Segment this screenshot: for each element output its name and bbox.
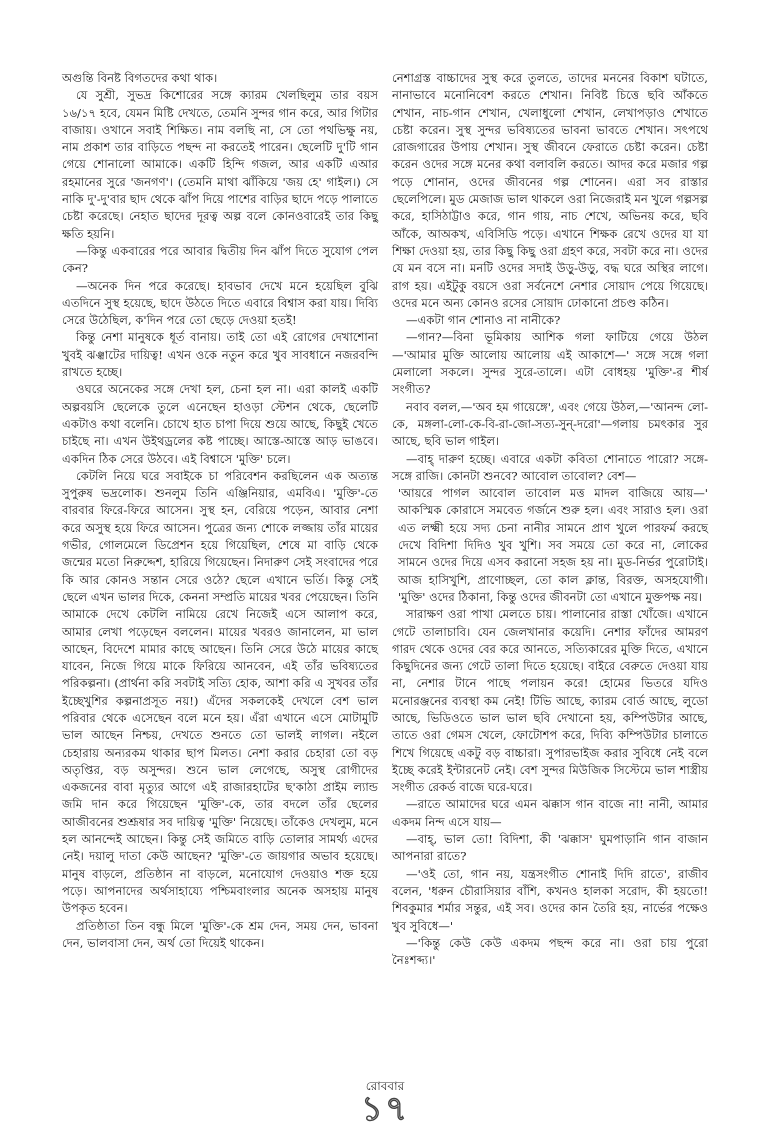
paragraph: —'কিন্তু কেউ কেউ একদম পছন্দ করে না। ওরা চায় পুরো নৈঃশব্দ্য।' xyxy=(392,935,708,968)
paragraph: প্রতিষ্ঠাতা তিন বন্ধু মিলে 'মুক্তি'-কে শ্রম দেন, সময় দেন, ভাবনা দেন, ভালবাসা দেন, অর্থ তো দিয়েই থাকেন। xyxy=(62,918,378,950)
paragraph: —অনেক দিন পরে করেছে। হাবভাব দেখে মনে হয়েছিল বুঝি এতদিনে সুস্থ হয়েছে, ছাদে উঠতে দিতে এবারে বিশ্বাস করা যায়। দিব্যি সেরে উঠেছিল, ক'দিন পরে তো ছেড়ে দেওয়া হতই! xyxy=(62,278,378,328)
paragraph: ওঘরে অনেকের সঙ্গে দেখা হল, চেনা হল না। এরা কালই একটি অল্পবয়সি ছেলেকে তুলে এনেছেন হাওড়া স্টেশন থেকে, ছেলেটি একটাও কথা বলেনি। চোখে হাত চাপা দিয়ে শুয়ে আছে, কিছুই খেতে চাইছে না। এখন উইথড্রলের কষ্ট পাচ্ছে। আস্তে-আস্তে আড় ভাঙবে। একদিন ঠিক সেরে উঠবে। এই বিশ্বাসে 'মুক্তি' চলে। xyxy=(62,382,378,466)
magazine-name: রোববার xyxy=(365,1079,405,1093)
paragraph: —গান?—বিনা ভূমিকায় আশিক গলা ফাটিয়ে গেয়ে উঠল—'আমার মুক্তি আলোয় আলোয় এই আকাশে—' সঙ্গে সঙ্গে গলা মেলালো সকলে। সুন্দর সুরে-তালে। এটা বোধহয় 'মুক্তি'-র শীর্ষ সংগীত? xyxy=(392,330,708,397)
paragraph: যে সুশ্রী, সুভদ্র কিশোরের সঙ্গে ক্যারম খেলছিলুম তার বয়স ১৬/১৭ হবে, যেমন মিষ্টি দেখতে, তেমনি সুন্দর গান করে, আর গিটার বাজায়। ওখানে সবাই শিক্ষিত। নাম বলছি না, সে তো পথভিক্ষু নয়, নাম প্রকাশ তার বাড়িতে পছন্দ না করতেই পারেন। ছেলেটি দু'টি গান গেয়ে শোনালো আমাকে। একটি হিন্দি গজল, আর একটি এআর রহমানের সুরে 'জনগণ'। (তেমনি মাথা ঝাঁকিয়ে 'জয় হে' গাইল।) সে নাকি দু'-দু'বার ছাদ থেকে ঝাঁপ দিয়ে পাশের বাড়ির ছাদে পড়ে পালাতে চেষ্টা করেছে। নেহাত ছাদের দূরত্ব অল্প বলে কোনওবারেই তার কিছু ক্ষতি হয়নি। xyxy=(62,88,378,241)
page-number: ১৭ xyxy=(360,1089,410,1129)
paragraph: কেটলি নিয়ে ঘরে সবাইকে চা পরিবেশন করছিলেন এক অত্যন্ত সুপুরুষ ভদ্রলোক। শুনলুম তিনি এঞ্জিনিয়ার, এমবিএ। 'মুক্তি'-তে বারবার ফিরে-ফিরে আসেন। সুস্থ হন, বেরিয়ে পড়েন, আবার নেশা করে অসুস্থ হয়ে ফিরে আসেন। পুত্রের জন্য শোকে লজ্জায় তাঁর মায়ের গভীর, গোলমেলে ডিপ্রেশন হয়ে গিয়েছিল, শেষে মা বাড়ি থেকে জন্মের মতো নিরুদ্দেশ, হারিয়ে গিয়েছেন। নিদারুণ সেই সংবাদের পরে কি আর কোনও সন্তান সেরে ওঠে? ছেলে এখানে ভর্তি। কিন্তু সেই ছেলে এখন ভালর দিকে, কেননা সম্প্রতি মায়ের খবর পেয়েছেন। তিনি আমাকে দেখে কেটলি নামিয়ে রেখে নিজেই এসে আলাপ করে, আমার লেখা পড়েছেন বললেন। মায়ের খবরও জানালেন, মা ভাল আছেন, বিদেশে মামার কাছে আছেন। তিনি সেরে উঠে মায়ের কাছে যাবেন, নিজে গিয়ে মাকে ফিরিয়ে আনবেন, এই তাঁর ভবিষ্যতের পরিকল্পনা। (প্রার্থনা করি সবটাই সত্যি হোক, আশা করি এ সুখবর তাঁর ইচ্ছেখুশির কল্পনাপ্রসূত নয়!) এঁদের সকলকেই দেখলে বেশ ভাল পরিবার থেকে এসেছেন বলে মনে হয়। এঁরা এখানে এসে মোটামুটি ভাল আছেন নিশ্চয়, দেখতে শুনতে তো ভালই লাগল। নইলে চেহারায় অন্যরকম থাকার ছাপ মিলত। নেশা করার চেহারা তো বড় অতৃপ্তির, বড় অসুন্দর। শুনে ভাল লেগেছে, অসুস্থ রোগীদের একজনের বাবা মৃত্যুর আগে এই রাজারহাটের ছ'কাঠা প্রাইম ল্যান্ড জমি দান করে গিয়েছেন 'মুক্তি'-কে, তার বদলে তাঁর ছেলের আজীবনের শুশ্রূষার সব দায়িত্ব 'মুক্তি' নিয়েছে। তাঁকেও দেখলুম, মনে হল আনন্দেই আছেন। কিন্তু সেই জমিতে বাড়ি তোলার সামর্থ্য এদের নেই। দয়ালু দাতা কেউ আছেন? 'মুক্তি'-তে জায়গার অভাব হয়েছে। মানুষ বাড়লে, প্রতিষ্ঠান না বাড়লে, মনোযোগ দেওয়াও শক্ত হয়ে পড়ে। আপনাদের অর্থসাহায্যে পশ্চিমবাংলার অনেক অসহায় মানুষ উপকৃত হবেন। xyxy=(62,468,378,916)
paragraph: —একটা গান শোনাও না নানীকে? xyxy=(406,313,561,328)
paragraph: নবাব বলল,—'অব হম গায়েঙ্গে', এবং গেয়ে উঠল,—'আনন্দ লো-কে, মঙ্গলা-লো-কে-বি-রা-জো-সত্য-সুন্-দরো'—গলায় চমৎকার সুর আছে, ছবি ভাল গাইল। xyxy=(392,399,708,449)
paragraph: —বাহ্, ভাল তো! বিদিশা, কী 'ঝক্কাস' ঘুমপাড়ানি গান বাজান আপনারা রাতে? xyxy=(392,832,708,864)
paragraph: নেশাগ্রস্ত বাচ্চাদের সুস্থ করে তুলতে, তাদের মননের বিকাশ ঘটাতে, নানাভাবে মনোনিবেশ করতে শেখান। নিবিষ্ট চিত্তে ছবি আঁকতে শেখান, নাচ-গান শেখান, খেলাধুলো শেখান, লেখাপড়াও শেখাতে চেষ্টা করেন। সুস্থ সুন্দর ভবিষ্যতের ভাবনা ভাবতে শেখান। সৎপথে রোজগারের উপায় শেখান। সুস্থ জীবনে ফেরাতে চেষ্টা করেন। চেষ্টা করেন ওদের সঙ্গে মনের কথা বলাবলি করতে। আদর করে মজার গল্প পড়ে শোনান, ওদের জীবনের গল্প শোনেন। এরা সব রাস্তার ছেলেপিলে। মুড মেজাজ ভাল থাকলে ওরা নিজেরাই মন খুলে গল্পসল্প করে, হাসিঠাট্টাও করে, গান গায়, নাচ শেখে, অভিনয় করে, ছবি আঁকে, আঅকখ, এবিসিডি পড়ে। এখানে শিক্ষক রেখে ওদের যা যা শিক্ষা দেওয়া হয়, তার কিছু কিছু ওরা গ্রহণ করে, সবটা করে না। ওদের যে মন বসে না। মনটি ওদের সদাই উড়ু-উড়ু, বদ্ধ ঘরে অস্থির লাগে। রাগ হয়। এইটুকু বয়সে ওরা সর্বনেশে নেশার সোয়াদ পেয়ে গিয়েছে। ওদের মনে অন্য কোনও রসের সোয়াদ ঢোকানো প্রচণ্ড কঠিন। xyxy=(392,71,708,310)
paragraph: —রাতে আমাদের ঘরে এমন ঝক্কাস গান বাজে না! নানী, আমার একদম নিন্দ এসে যায়— xyxy=(392,797,708,829)
paragraph: কিন্তু নেশা মানুষকে ধূর্ত বানায়। তাই তো এই রোগের দেখাশোনা খুবই ঝঞ্ঝাটের দায়িত্ব! এখন ওকে নতুন করে খুব সাবধানে নজরবন্দি রাখতে হচ্ছে। xyxy=(62,330,378,380)
paragraph: অগুন্তি বিনষ্ট বিগতদের কথা থাক। xyxy=(62,71,218,85)
paragraph: —বাহ্ দারুণ হচ্ছে। এবারে একটা কবিতা শোনাতে পারো? সঙ্গে-সঙ্গে রাজি। কোনটা শুনবে? আবোল তাবোল? বেশ— xyxy=(392,451,708,483)
paragraph: —কিন্তু একবারের পরে আবার দ্বিতীয় দিন ঝাঁপ দিতে সুযোগ পেল কেন? xyxy=(62,243,378,276)
poem-paragraph: 'আয়রে পাগল আবোল তাবোল মত্ত মাদল বাজিয়ে আয়—' আকস্মিক কোরাসে সমবেত গর্জনে শুরু হল। এবং সারাও হল। ওরা এত লক্ষ্মী হয়ে সদ্য চেনা নানীর সামনে প্রাণ খুলে পারফর্ম করছে দেখে বিদিশা দিদিও খুব খুশি। সব সময়ে তো করে না, লোকের সামনে ওদের দিয়ে এসব করানো সহজ হয় না। মুড-নির্ভর পুরোটাই। আজ হাসিখুশি, প্রাণোচ্ছল, তো কাল ক্লান্ত, বিরক্ত, অসহযোগী। 'মুক্তি' ওদের ঠিকানা, কিন্তু ওদের জীবনটা তো এখানে মুক্তপক্ষ নয়। xyxy=(398,486,708,604)
left-column xyxy=(62,70,378,952)
paragraph: —'ওই তো, গান নয়, যন্ত্রসংগীত শোনাই দিদি রাতে', রাজীব বলেন, 'ধরুন চৌরাসিয়ার বাঁশি, কখনও হালকা সরোদ, কী হয়তো! শিবকুমার শর্মার সন্তুর, এই সব। ওদের কান তৈরি হয়, নার্ভের পক্ষেও খুব সুবিধে—' xyxy=(392,866,708,933)
right-column xyxy=(392,70,708,969)
paragraph: সারাক্ষণ ওরা পাখা মেলতে চায়। পালানোর রাস্তা খোঁজে। এখানে গেটে তালাচাবি। যেন জেলখানার কয়েদি। নেশার ফাঁদের আমরণ গারদ থেকে ওদের বের করে আনতে, সত্যিকারের মুক্তি দিতে, এখানে কিছুদিনের জন্য গেটে তালা দিতে হয়েছে। বাইরে বেরুতে দেওয়া যায় না, নেশার টানে পাছে পলায়ন করে! হোমের ভিতরে যদিও মনোরঞ্জনের ব্যবস্থা কম নেই! টিভি আছে, ক্যারম বোর্ড আছে, লুডো আছে, ভিডিওতে ভাল ভাল ছবি দেখানো হয়, কম্পিউটার আছে, তাতে ওরা গেমস খেলে, ফোটোশপ করে, দিব্যি কম্পিউটার চালাতে শিখে গিয়েছে একটু বড় বাচ্চারা। সুপারভাইজ করার সুবিধে নেই বলে ইচ্ছে করেই ইন্টারনেট নেই। বেশ সুন্দর মিউজিক সিস্টেমে ভাল শাস্ত্রীয় সংগীত রেকর্ড বাজে ঘরে-ঘরে। xyxy=(392,607,708,795)
